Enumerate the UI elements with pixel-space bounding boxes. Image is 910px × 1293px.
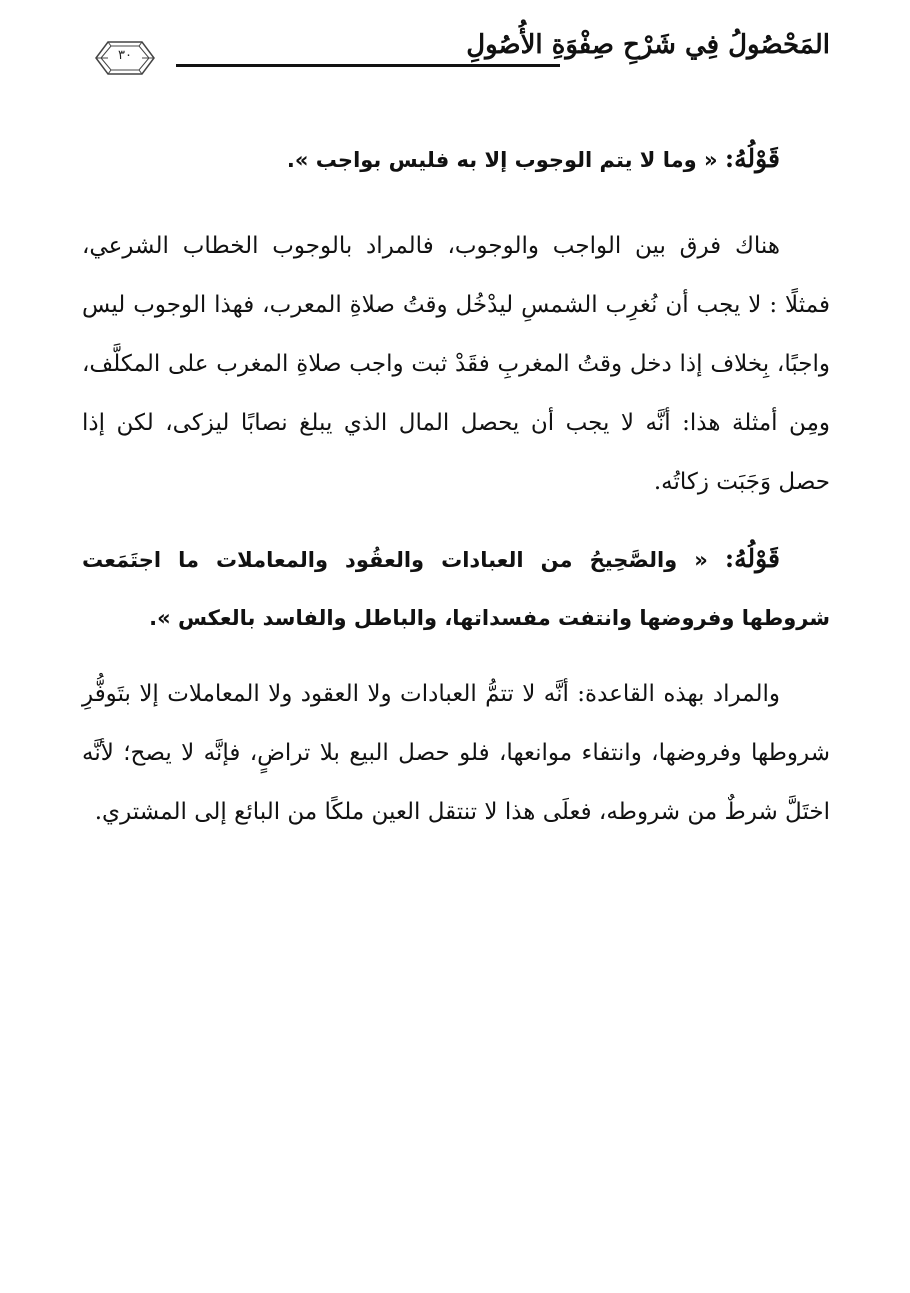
header-rule [176, 64, 560, 67]
quote-block [82, 530, 830, 647]
book-title: المَحْصُولُ فِي شَرْحِ صِفْوَةِ الأُصُولِ [466, 30, 830, 60]
quote-label: قَوْلُهُ: [724, 544, 781, 573]
quote-text: « وما لا يتم الوجوب إلا به فليس بواجب ». [286, 148, 718, 172]
quote-label: قَوْلُهُ: [724, 144, 780, 173]
page-number-badge [92, 38, 158, 78]
page-number: ٣٠ [118, 48, 132, 63]
quote-block [82, 130, 830, 189]
page-header [0, 20, 910, 90]
page-content [82, 130, 830, 842]
commentary-paragraph: هناك فرق بين الواجب والوجوب، فالمراد بالوجوب الخطاب الشرعي، فمثلًا : لا يجب أن نُغرِب الشمسِ ليدْخُل وقتُ صلاةِ المعرب، فهذا الوجوب ليس واجبًا، بِخلاف إذا دخل وقتُ المغربِ فقَدْ ثبت واجب صلاةِ المغرب على المكلَّف، ومِن أمثلة هذا: أنَّه لا يجب أن يحصل المال الذي يبلغ نصابًا ليزكى، لكن إذا حصل وَجَبَت زكاتُه. [82, 233, 830, 495]
commentary-paragraph: والمراد بهذه القاعدة: أنَّه لا تتمُّ العبادات ولا العقود ولا المعاملات إلا بتَوفُّرِ شروطها وفروضها، وانتفاء موانعها، فلو حصل البيع بلا تراضٍ، فإنَّه لا يصح؛ لأنَّه اختَلَّ شرطٌ من شروطه، فعلَى هذا لا تنتقل العين ملكًا من البائع إلى المشتري. [82, 681, 830, 825]
quote-text: « والصَّحِيحُ من العبادات والعقُود والمعاملات ما اجتَمَعت شروطها وفروضها وانتفت مفسداتها، والباطل والفاسد بالعكس ». [82, 548, 830, 630]
